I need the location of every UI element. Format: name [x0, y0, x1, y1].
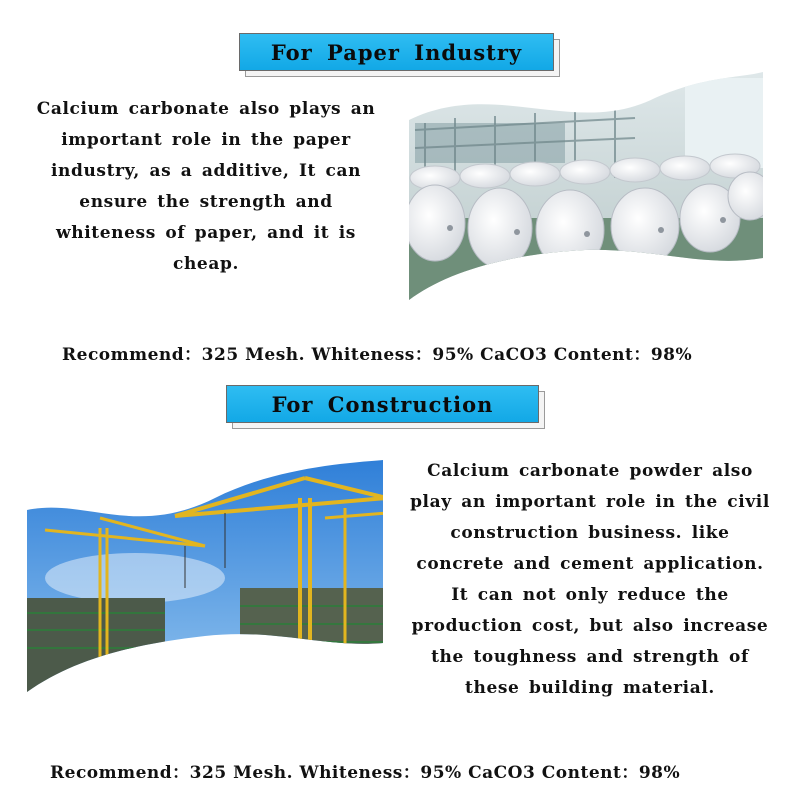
construction-description: Calcium carbonate powder also play an important role in the civil construction business. like concrete and cement application. It can not only reduce the production cost, but also increase the toughness and strength of these building material.: [410, 461, 770, 698]
construction-section-title: [226, 385, 539, 423]
paper-title-text: For Paper Industry: [239, 33, 554, 71]
paper-spec-line: Recommend：325 Mesh. Whiteness：95% CaCO3 Content：98%: [62, 345, 693, 365]
paper-section-title: [239, 33, 554, 71]
construction-cranes-photo: [25, 458, 387, 694]
paper-rolls-photo: [405, 68, 767, 304]
construction-spec-line: Recommend：325 Mesh. Whiteness：95% CaCO3 Content：98%: [50, 763, 681, 783]
paper-description: Calcium carbonate also plays an important role in the paper industry, as a additive, It can ensure the strength and whiteness of paper, and it is cheap.: [36, 99, 376, 274]
construction-title-text: For Construction: [226, 385, 539, 423]
